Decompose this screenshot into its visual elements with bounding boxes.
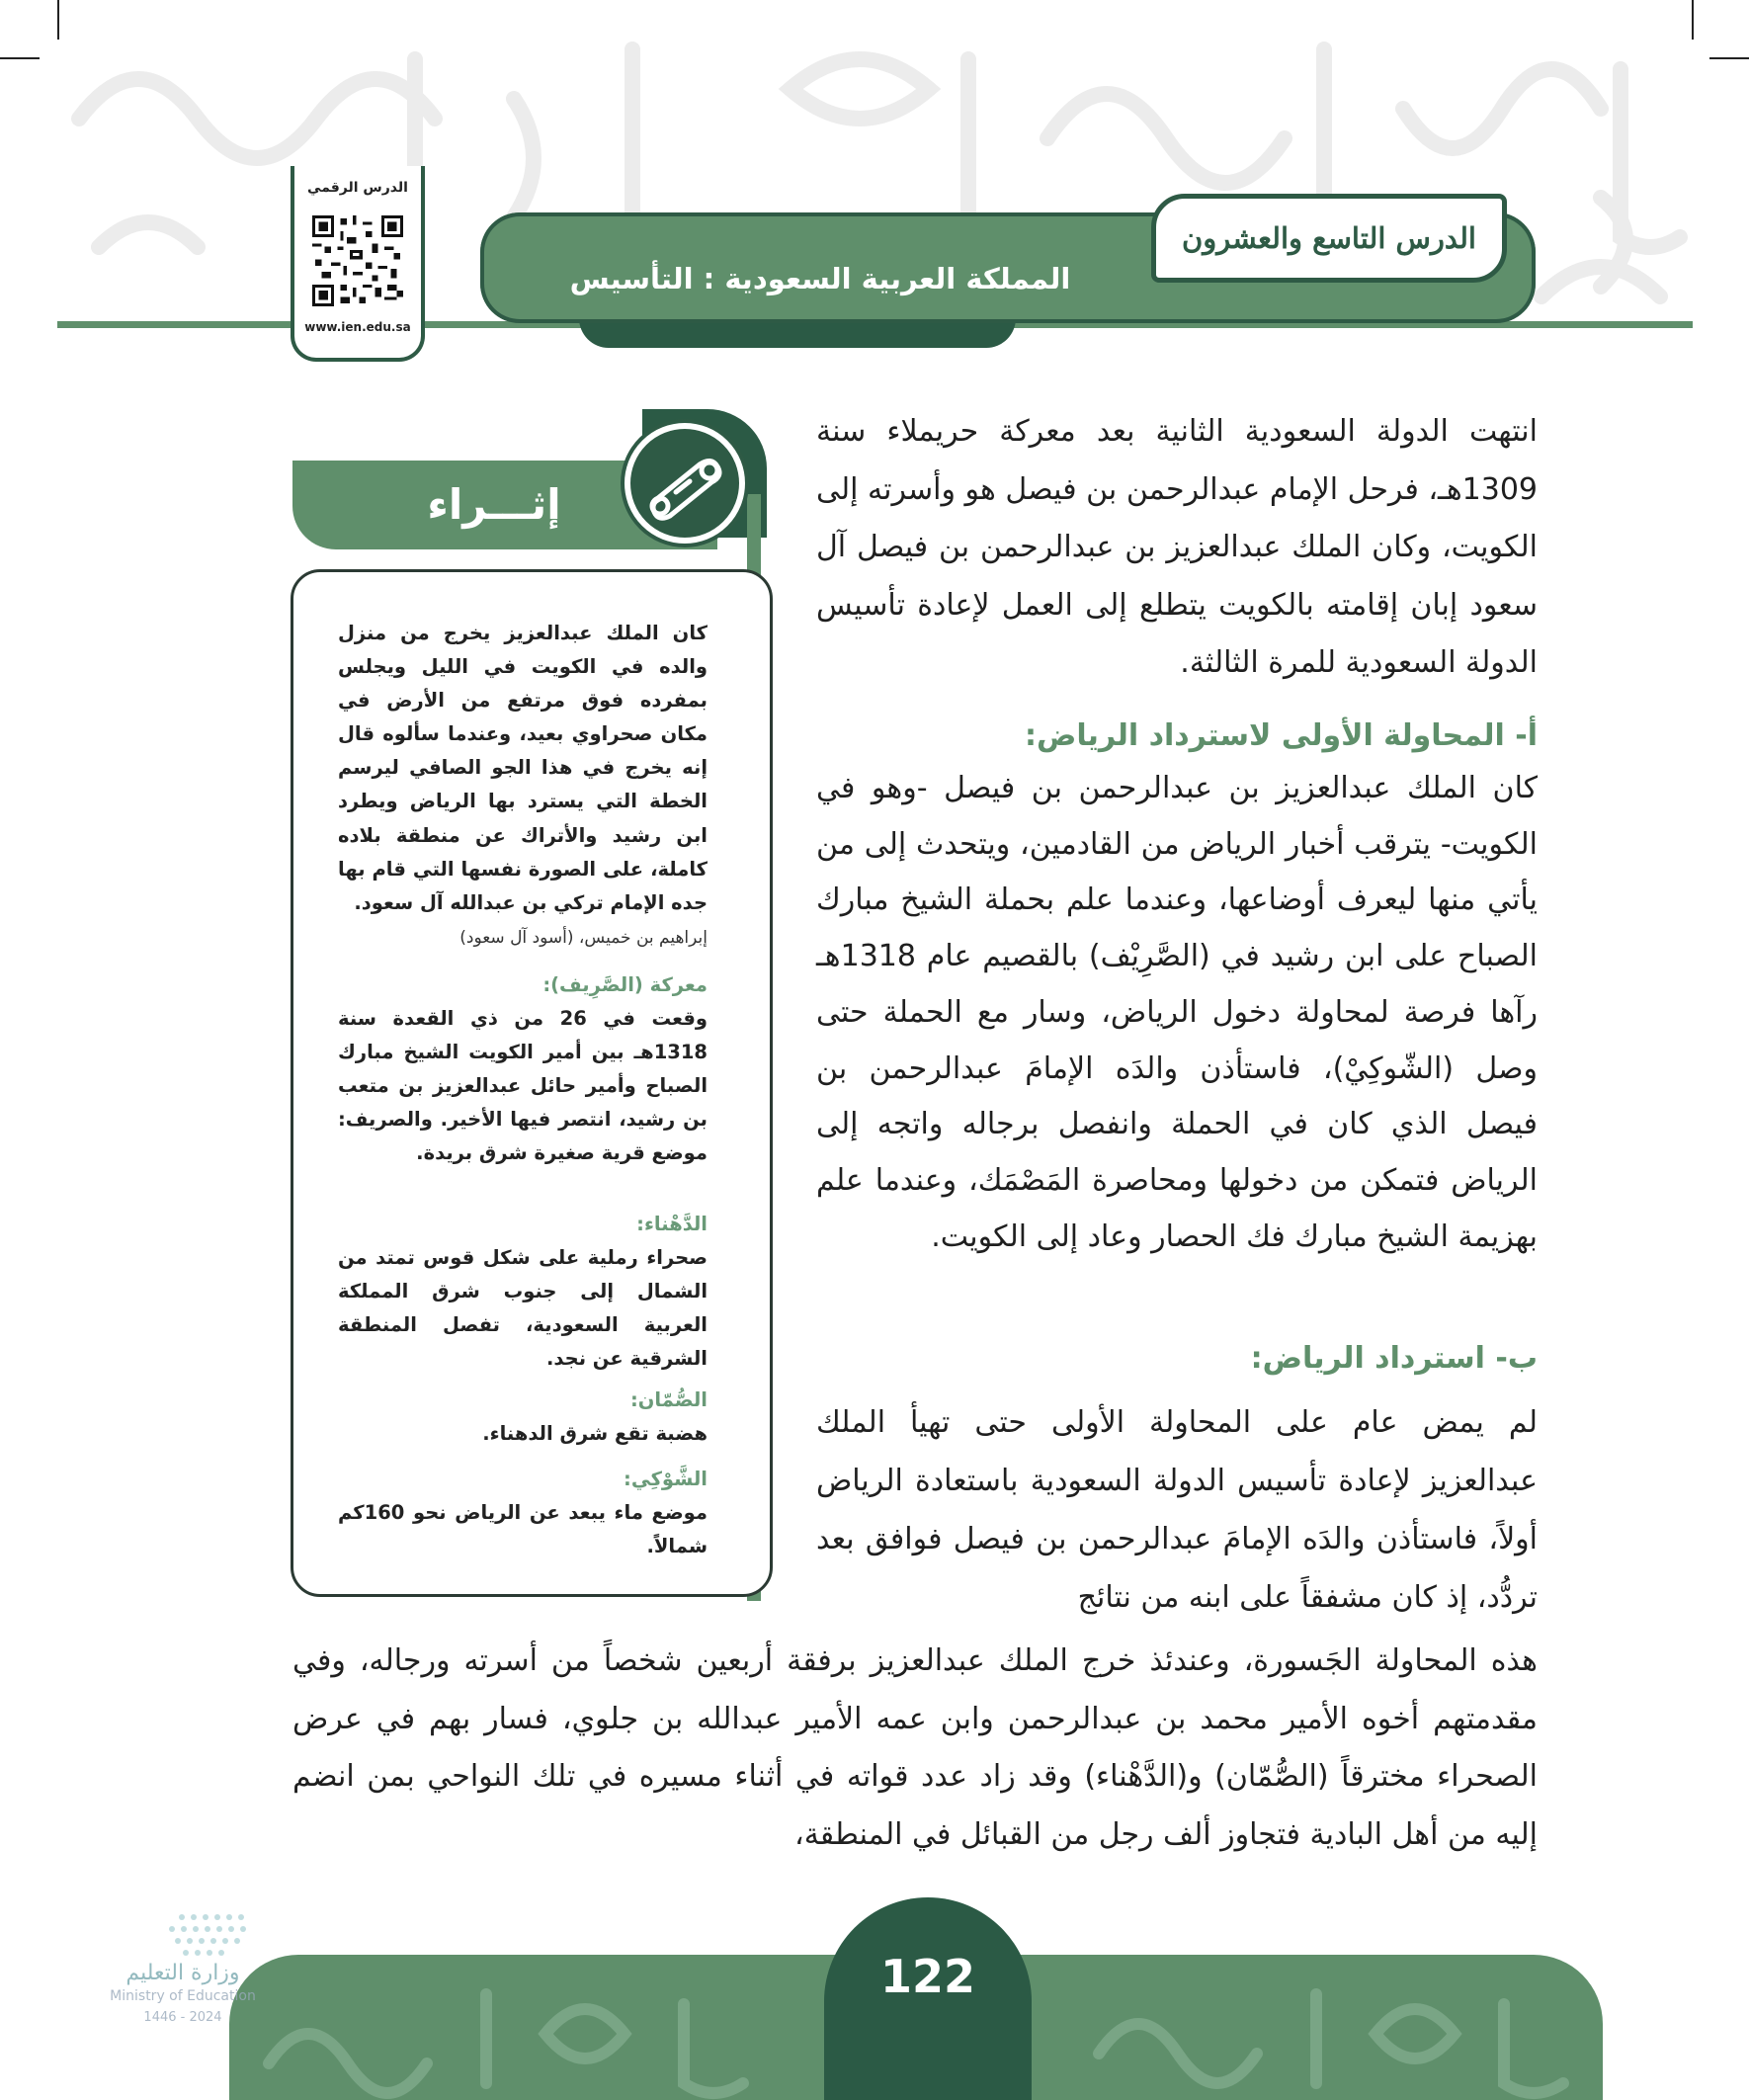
glossary-definition: موضع ماء يبعد عن الرياض نحو 160كم شمالاً. — [338, 1501, 708, 1558]
crop-mark — [1692, 0, 1694, 40]
section-a-heading: أ- المحاولة الأولى لاسترداد الرياض: — [1025, 718, 1538, 753]
ministry-year: 2024 - 1446 — [143, 2010, 222, 2025]
crop-mark — [57, 0, 59, 40]
digital-lesson-label: الدرس الرقمي — [307, 180, 408, 196]
lesson-label-tab — [1151, 194, 1507, 283]
ministry-name-en: Ministry of Education — [110, 1988, 256, 2004]
glossary-term: الصُّمّان: — [629, 1388, 708, 1411]
glossary-term: الشَّوْكِي: — [624, 1468, 708, 1490]
lesson-label: الدرس التاسع والعشرون — [1182, 221, 1476, 255]
section-b-paragraph: لم يمض عام على المحاولة الأولى حتى تهيأ الملك عبدالعزيز لإعادة تأسيس الدولة السعودية باستعادة الرياض أولاً، فاستأذن والدَه الإمامَ عبدالرحمن بن فيصل فوافق بعد تردُّد، إذ كان مشفقاً على ابنه من نتائج — [816, 1405, 1538, 1615]
digital-lesson-card[interactable] — [291, 166, 425, 362]
crop-mark — [0, 57, 40, 59]
enrichment-quote: كان الملك عبدالعزيز يخرج من منزل والده في الكويت في الليل ويجلس بمفرده فوق مرتفع من الأرض في مكان صحراوي بعيد، وعندما سألوه قال إنه يخرج في هذا الجو الصافي ليرسم الخطة التي يسترد بها الرياض ويطرد ابن رشيد والأتراك عن منطقة بلاده كاملة، على الصورة نفسها التي قام بها جده الإمام تركي بن عبدالله آل سعود. — [338, 622, 708, 914]
qr-code-icon[interactable] — [312, 215, 403, 306]
glossary-term: معركة (الصَّرِيف): — [542, 973, 708, 996]
website-url[interactable]: www.ien.edu.sa — [304, 320, 411, 334]
crop-mark — [1709, 57, 1749, 59]
ministry-name-ar: وزارة التعليم — [125, 1961, 240, 1985]
enrichment-title: إثـــراء — [427, 480, 561, 529]
lesson-title: المملكة العربية السعودية : التأسيس — [569, 262, 1071, 295]
section-b-heading: ب- استرداد الرياض: — [1250, 1341, 1538, 1376]
glossary-definition: صحراء رملية على شكل قوس تمتد من الشمال إلى جنوب شرق المملكة العربية السعودية، تفصل المنطقة الشرقية عن نجد. — [338, 1246, 708, 1371]
section-b-continuation: هذه المحاولة الجَسورة، وعندئذ خرج الملك عبدالعزيز برفقة أربعين شخصاً من أسرته ورجاله، وفي مقدمتهم أخوه الأمير محمد بن عبدالرحمن وابن عمه الأمير عبدالله بن جلوي، فسار بهم في عرض الصحراء مخترقاً (الصُّمّان) و(الدَّهْناء) وقد زاد عدد قواته في أثناء مسيره في تلك النواحي بمن انضم إليه من أهل البادية فتجاوز ألف رجل من القبائل في المنطقة، — [292, 1643, 1538, 1852]
page-number: 122 — [879, 1950, 976, 2003]
glossary-term: الدَّهْناء: — [636, 1213, 708, 1235]
enrichment-citation: إبراهيم بن خميس، (أسود آل سعود) — [459, 928, 708, 948]
glossary-definition: وقعت في 26 من ذي القعدة سنة 1318هـ بين أمير الكويت الشيخ مبارك الصباح وأمير حائل عبدالعزيز بن متعب بن رشيد، انتصر فيها الأخير. والصريف: موضع قرية صغيرة شرق بريدة. — [338, 1007, 708, 1165]
glossary-definition: هضبة تقع شرق الدهناء. — [482, 1422, 708, 1445]
intro-paragraph: انتهت الدولة السعودية الثانية بعد معركة حريملاء سنة 1309هـ، فرحل الإمام عبدالرحمن بن فيصل هو وأسرته إلى الكويت، وكان الملك عبدالعزيز بن عبدالرحمن بن فيصل آل سعود إبان إقامته بالكويت يتطلع إلى العمل لإعادة تأسيس الدولة السعودية للمرة الثالثة. — [816, 414, 1538, 681]
scroll-icon — [625, 423, 745, 544]
section-a-paragraph: كان الملك عبدالعزيز بن عبدالرحمن بن فيصل -وهو في الكويت- يترقب أخبار الرياض من القادمين، ويتحدث إلى من يأتي منها ليعرف أوضاعها، وعندما علم بحملة الشيخ مبارك الصباح على ابن رشيد في (الصَّرِيْف) بالقصيم عام 1318هـ رآها فرصة لمحاولة دخول الرياض، وسار مع الحملة حتى وصل (الشّوكِيْ)، فاستأذن والدَه الإمامَ عبدالرحمن بن فيصل الذي كان في الحملة وانفصل برجاله واتجه إلى الرياض فتمكن من دخولها ومحاصرة المَصْمَك، وعندما علم بهزيمة الشيخ مبارك فك الحصار وعاد إلى الكويت. — [816, 771, 1538, 1254]
